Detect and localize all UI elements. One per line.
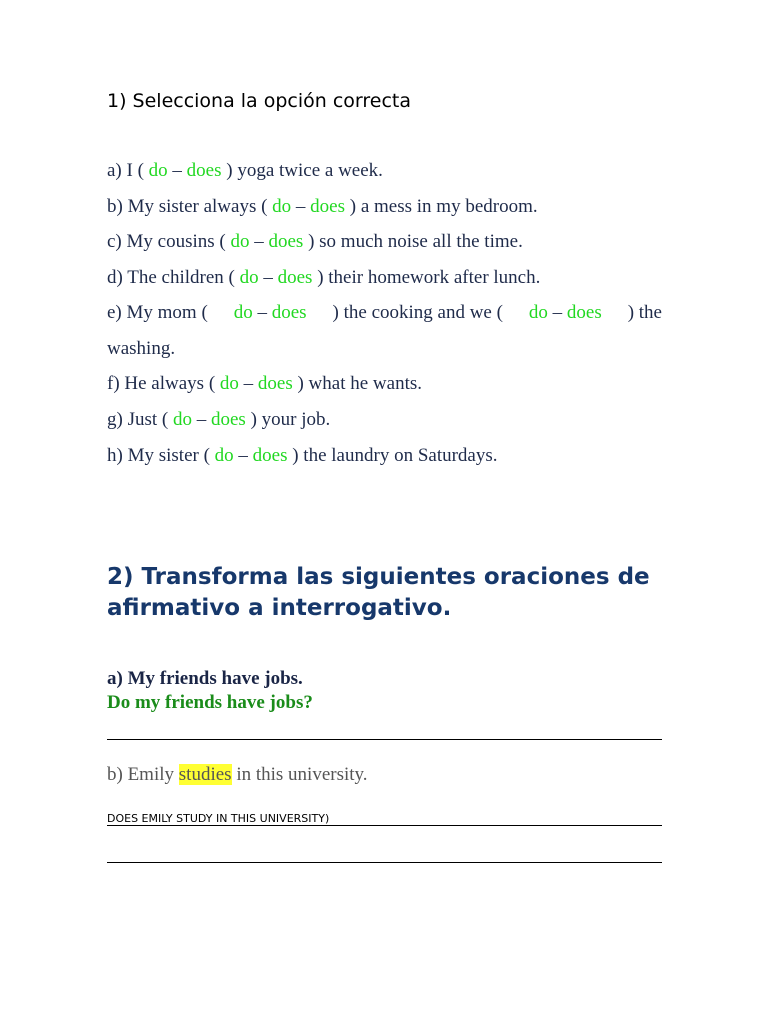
exercise-d: d) The children ( do – does ) their homework after lunch. <box>107 267 541 288</box>
exercise-b: b) My sister always ( do – does ) a mess in my bedroom. <box>107 196 538 217</box>
option-does[interactable]: does <box>268 231 304 252</box>
exercise-a: a) I ( do – does ) yoga twice a week. <box>107 160 383 181</box>
option-do[interactable]: do <box>214 445 234 466</box>
option-do[interactable]: do <box>239 267 259 288</box>
section-1-title: 1) Selecciona la opción correcta <box>107 90 412 112</box>
option-does[interactable]: does <box>257 373 293 394</box>
option-does[interactable]: does <box>186 160 222 181</box>
answer-line <box>107 739 662 740</box>
exercise-e-continued: washing. <box>107 338 176 359</box>
answer-a[interactable]: Do my friends have jobs? <box>107 692 313 713</box>
answer-b[interactable]: DOES EMILY STUDY IN THIS UNIVERSITY) <box>107 812 330 825</box>
option-does[interactable]: does <box>566 302 602 323</box>
question-a: a) My friends have jobs. <box>107 668 303 689</box>
exercise-c: c) My cousins ( do – does ) so much noise all the time. <box>107 231 523 252</box>
option-does[interactable]: does <box>210 409 246 430</box>
option-do[interactable]: do <box>148 160 168 181</box>
question-b: b) Emily studies in this university. <box>107 764 368 785</box>
option-do[interactable]: do <box>172 409 192 430</box>
option-does[interactable]: does <box>277 267 313 288</box>
option-do[interactable]: do <box>272 196 292 217</box>
option-do[interactable]: do <box>219 373 239 394</box>
section-2-title: 2) Transforma las siguientes oraciones de afirmativo a interrogativo. <box>107 564 650 621</box>
option-does[interactable]: does <box>310 196 345 217</box>
option-do[interactable]: do <box>528 302 548 323</box>
highlighted-word: studies <box>178 764 232 785</box>
exercise-f: f) He always ( do – does ) what he wants. <box>107 373 423 394</box>
exercise-e: e) My mom ( do – does ) the cooking and we ( do – does ) the <box>107 302 662 323</box>
option-does[interactable]: does <box>271 302 307 323</box>
option-does[interactable]: does <box>252 445 288 466</box>
answer-line <box>107 825 662 826</box>
option-do[interactable]: do <box>233 302 253 323</box>
option-do[interactable]: do <box>230 231 250 252</box>
answer-line <box>107 862 662 863</box>
exercise-g: g) Just ( do – does ) your job. <box>107 409 331 430</box>
exercise-h: h) My sister ( do – does ) the laundry on Saturdays. <box>107 445 498 466</box>
